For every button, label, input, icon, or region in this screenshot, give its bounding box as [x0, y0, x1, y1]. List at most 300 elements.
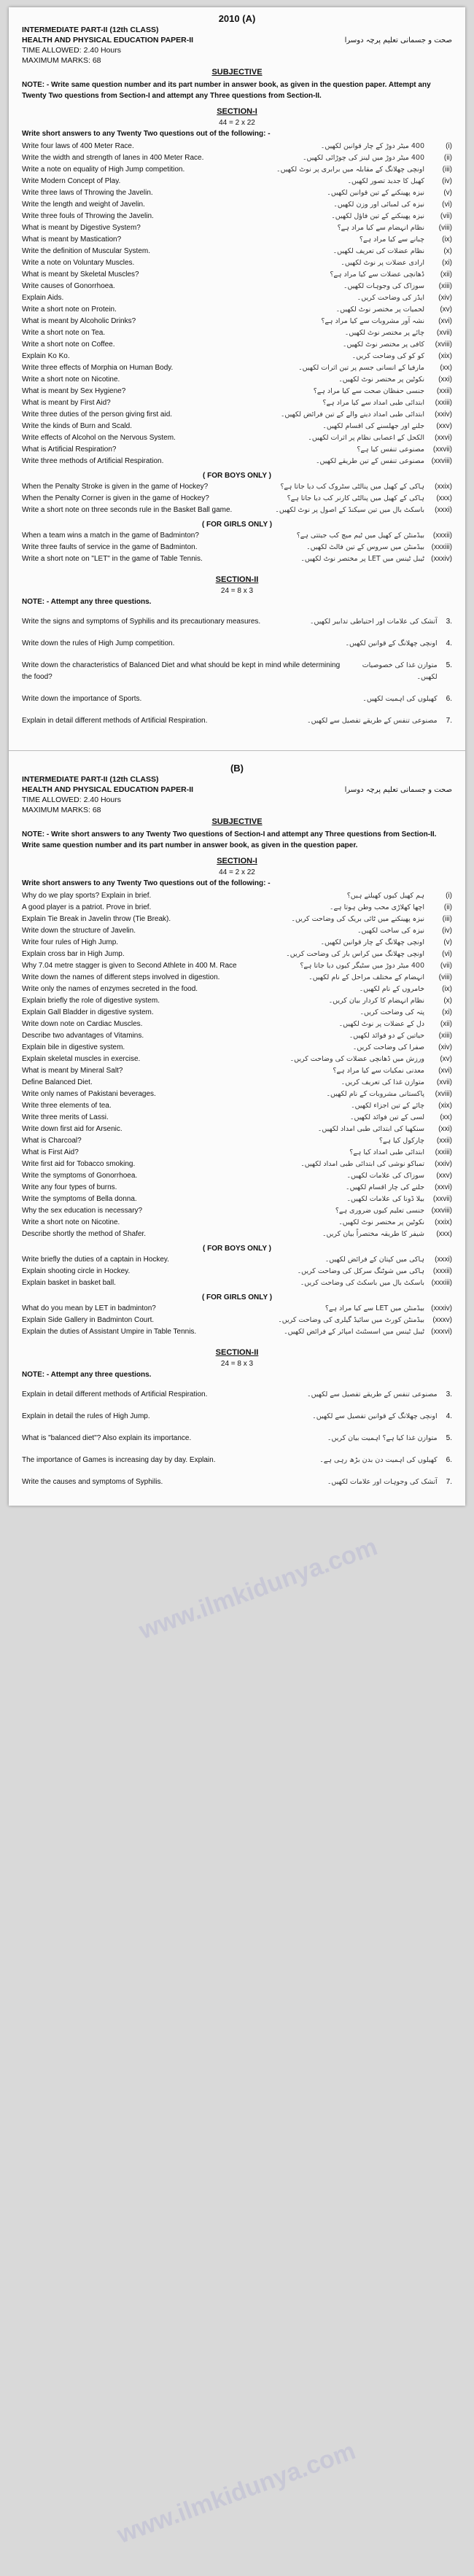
- question-number: (xxx): [436, 1230, 452, 1238]
- section-ii-note: NOTE: - Attempt any three questions.: [22, 598, 152, 606]
- question-text: What is Charcoal?: [22, 1137, 82, 1145]
- question-row: [22, 432, 452, 444]
- question-text-urdu: جلنے کی چار اقسام لکھیں۔: [346, 1183, 424, 1191]
- question-text-urdu: تمباکو نوشی کی ابتدائی طبی امداد لکھیں۔: [300, 1160, 424, 1168]
- question-text-urdu: سوزاک کی وجوہات لکھیں۔: [343, 282, 424, 290]
- long-question-text: What is "balanced diet"? Also explain its importance.: [22, 1434, 192, 1442]
- question-text-urdu: باسکٹ بال میں باسکٹ کی وضاحت کریں۔: [300, 1279, 424, 1287]
- long-question-text: Write down the characteristics of Balanced Diet and what should be kept in mind while determining the food?: [22, 661, 341, 681]
- question-text: Write three merits of Lassi.: [22, 1113, 109, 1121]
- question-number: (xi): [442, 1008, 452, 1016]
- question-number: (xxi): [438, 375, 452, 384]
- question-number: (xxiii): [435, 1148, 452, 1156]
- long-question-text: Explain in detail the rules of High Jump.: [22, 1412, 150, 1420]
- question-row: [22, 493, 452, 505]
- section-i-instruction: Write short answers to any Twenty Two questions out of the following: -: [22, 130, 271, 138]
- question-text: What is meant by First Aid?: [22, 399, 111, 407]
- question-number: (v): [443, 189, 452, 197]
- question-row: [22, 1065, 452, 1077]
- long-question-row: [22, 1411, 452, 1423]
- section-i-heading: SECTION-I: [217, 107, 257, 116]
- long-question-urdu: [310, 616, 438, 628]
- question-number: (v): [443, 938, 452, 946]
- question-number: (xvi): [438, 1067, 452, 1075]
- question-row: [22, 234, 452, 246]
- question-text: Explain Tie Break in Javelin throw (Tie Break).: [22, 915, 171, 923]
- question-text-urdu: باسکٹ بال میں تین سیکنڈ کے اصول پر نوٹ لکھیں۔: [275, 506, 424, 514]
- long-question-text: Write down the rules of High Jump competition.: [22, 639, 175, 647]
- question-row: [22, 1135, 452, 1147]
- long-question-text: Write the causes and symptoms of Syphilis.: [22, 1478, 163, 1486]
- question-text: Define Balanced Diet.: [22, 1078, 93, 1086]
- question-text-urdu: ابتدائی طبی امداد دینے والے کے تین فرائض لکھیں۔: [280, 410, 424, 419]
- question-text-urdu: بیلا ڈونا کی علامات لکھیں۔: [346, 1195, 424, 1203]
- question-number: (xxxii): [432, 1267, 452, 1275]
- question-text: Write first aid for Tobacco smoking.: [22, 1160, 136, 1168]
- question-row: [22, 542, 452, 553]
- question-number: (ii): [443, 903, 452, 911]
- question-number: (xxxiv): [431, 1304, 452, 1312]
- question-number: (xxxii): [432, 532, 452, 540]
- long-question-number: 7.: [446, 717, 452, 725]
- question-text: Write three laws of Throwing the Javelin.: [22, 189, 153, 197]
- question-text: Write three faults of service in the game of Badminton.: [22, 543, 198, 551]
- question-text-urdu: اچھا کھلاڑی محب وطن ہوتا ہے۔: [329, 903, 424, 911]
- question-text-urdu: ہم کھیل کیوں کھیلتے ہیں؟: [346, 892, 424, 900]
- question-number: (xxii): [436, 387, 452, 395]
- question-text: Write the definition of Muscular System.: [22, 247, 150, 255]
- question-row: [22, 339, 452, 351]
- question-number: (xxxiv): [431, 555, 452, 563]
- question-number: (xix): [438, 352, 452, 360]
- question-text: Write Modern Concept of Play.: [22, 177, 121, 185]
- time-allowed: TIME ALLOWED: 2.40 Hours: [22, 795, 121, 804]
- question-text: Write a short note on "LET" in the game of Table Tennis.: [22, 555, 203, 563]
- question-text-urdu: حیاتین کے دو فوائد لکھیں۔: [349, 1032, 424, 1040]
- question-number: (xiv): [438, 294, 452, 302]
- long-question-number: 7.: [446, 1478, 452, 1486]
- question-text: Write down first aid for Arsenic.: [22, 1125, 123, 1133]
- question-text-urdu: نیزہ کی ساخت لکھیں۔: [357, 927, 424, 935]
- question-row: [22, 362, 452, 374]
- question-text: What is First Aid?: [22, 1148, 79, 1156]
- question-text: Explain skeletal muscles in exercise.: [22, 1055, 141, 1063]
- question-number: (iv): [442, 177, 452, 185]
- question-row: [22, 351, 452, 362]
- question-row: [22, 316, 452, 327]
- header-row-marks: [22, 56, 452, 65]
- question-row: [22, 164, 452, 176]
- long-question-number: 6.: [446, 1456, 452, 1464]
- long-question-urdu: [312, 1411, 438, 1423]
- question-text: A good player is a patriot. Prove in brief.: [22, 903, 152, 911]
- question-text-urdu: 400 میٹر دوڑ کے چار قوانین لکھیں۔: [320, 142, 424, 150]
- question-number: (xxxiii): [431, 543, 452, 551]
- question-text-urdu: ایڈز کی وضاحت کریں۔: [357, 294, 424, 302]
- question-text-urdu: نظام انہضام سے کیا مراد ہے؟: [337, 224, 424, 232]
- long-question-urdu: [307, 715, 438, 727]
- question-text-urdu: کافی پر مختصر نوٹ لکھیں۔: [342, 341, 424, 349]
- long-question-text: Write down the importance of Sports.: [22, 695, 142, 703]
- long-question-urdu-text: کھیلوں کی اہمیت لکھیں۔: [362, 695, 438, 703]
- question-text-urdu: نیزہ پھینکنے کے تین فاؤل لکھیں۔: [331, 212, 424, 220]
- question-row: [22, 1254, 452, 1266]
- question-row: [22, 1229, 452, 1240]
- question-text: Explain Ko Ko.: [22, 352, 70, 360]
- question-number: (iv): [442, 927, 452, 935]
- question-row: [22, 222, 452, 234]
- question-number: (xiii): [438, 1032, 452, 1040]
- question-number: (xvii): [436, 1078, 452, 1086]
- question-row: [22, 246, 452, 257]
- question-text: What is meant by Sex Hygiene?: [22, 387, 126, 395]
- exam-year: 2010 (A): [218, 13, 256, 24]
- question-text: Write down the names of different steps involved in digestion.: [22, 973, 220, 981]
- question-text: Explain basket in basket ball.: [22, 1279, 116, 1287]
- question-text: Write three effects of Morphia on Human Body.: [22, 364, 174, 372]
- long-question-row: [22, 660, 452, 683]
- long-question-row: [22, 1476, 452, 1488]
- question-number: (iii): [442, 915, 452, 923]
- question-text-urdu: جنسی تعلیم کیوں ضروری ہے؟: [335, 1207, 424, 1215]
- long-question-row: [22, 1389, 452, 1401]
- question-text-urdu: مارفیا کے انسانی جسم پر تین اثرات لکھیں۔: [298, 364, 424, 372]
- paper-title-urdu: صحت و جسمانی تعلیم پرچہ دوسرا: [344, 785, 452, 794]
- question-number: (vi): [442, 201, 452, 209]
- question-text: What is Artificial Respiration?: [22, 445, 117, 454]
- question-row: [22, 386, 452, 397]
- question-text: Write a short note on Coffee.: [22, 341, 115, 349]
- question-text-urdu: سوزاک کی علامات لکھیں۔: [346, 1172, 424, 1180]
- question-text-urdu: نیزہ پھینکنے میں ٹائی بریک کی وضاحت کریں۔: [291, 915, 424, 923]
- question-number: (xxi): [438, 1125, 452, 1133]
- question-row: [22, 269, 452, 281]
- question-text-urdu: خامروں کے نام لکھیں۔: [359, 985, 424, 993]
- question-text-urdu: مصنوعی تنفس کے تین طریقے لکھیں۔: [315, 457, 424, 465]
- long-question-urdu: [347, 660, 437, 683]
- question-text-urdu: دل کے عضلات پر نوٹ لکھیں۔: [338, 1020, 424, 1028]
- spacer: [22, 565, 452, 569]
- question-text: What is meant by Alcoholic Drinks?: [22, 317, 136, 325]
- question-row: [22, 505, 452, 516]
- question-number: (xxiv): [435, 410, 452, 419]
- question-text-urdu: نظام عضلات کی تعریف لکھیں۔: [333, 247, 424, 255]
- question-text-urdu: ورزش میں ڈھانچی عضلات کی وضاحت کریں۔: [290, 1055, 424, 1063]
- question-number: (xxxi): [435, 1256, 452, 1264]
- question-text-urdu: لسی کے تین فوائد لکھیں۔: [349, 1113, 424, 1121]
- question-text: Write down note on Cardiac Muscles.: [22, 1020, 143, 1028]
- header-row-part: [22, 775, 452, 784]
- question-row: [22, 1100, 452, 1112]
- question-row: [22, 187, 452, 199]
- question-number: (vii): [440, 962, 452, 970]
- question-number: (ii): [443, 154, 452, 162]
- question-text: Write a short note on three seconds rule in the Basket Ball game.: [22, 506, 233, 514]
- question-row: [22, 1042, 452, 1054]
- section-ii-heading: SECTION-II: [215, 1348, 259, 1357]
- question-text-urdu: نیزہ کی لمبائی اور وزن لکھیں۔: [333, 201, 424, 209]
- question-text: Write causes of Gonorrhoea.: [22, 282, 115, 290]
- question-text: Explain briefly the role of digestive system.: [22, 997, 160, 1005]
- question-row: [22, 141, 452, 152]
- long-question-right: [307, 1389, 452, 1401]
- long-question-urdu-text: اونچی چھلانگ کے قوانین تفصیل سے لکھیں۔: [312, 1412, 438, 1420]
- paper-title: HEALTH AND PHYSICAL EDUCATION PAPER-II: [22, 785, 194, 794]
- question-row: [22, 397, 452, 409]
- question-number: (xv): [440, 1055, 452, 1063]
- question-row: [22, 1112, 452, 1124]
- question-text-urdu: ہاکی کے کھیل میں پنالٹی کارنر کب دیا جاتا ہے؟: [287, 494, 424, 502]
- long-question-right: [347, 660, 452, 683]
- question-text: Write four laws of 400 Meter Race.: [22, 142, 134, 150]
- question-text-urdu: صفرا کی وضاحت کریں۔: [352, 1043, 424, 1051]
- question-text: Write the symptoms of Gonorrhoea.: [22, 1172, 138, 1180]
- question-text-urdu: بیڈمنٹن میں سروس کے تین فالٹ لکھیں۔: [306, 543, 424, 551]
- long-question-right: [327, 1433, 452, 1444]
- question-text: Describe shortly the method of Shafer.: [22, 1230, 147, 1238]
- question-text-urdu: نیزہ پھینکنے کے تین قوانین لکھیں۔: [327, 189, 424, 197]
- question-text: Explain Side Gallery in Badminton Court.: [22, 1316, 155, 1324]
- question-text: Write the kinds of Burn and Scald.: [22, 422, 133, 430]
- long-question-urdu: [345, 638, 437, 650]
- question-text-urdu: معدنی نمکیات سے کیا مراد ہے؟: [333, 1067, 424, 1075]
- question-text-urdu: نظام انہضام کا کردار بیان کریں۔: [328, 997, 424, 1005]
- question-number: (iii): [442, 166, 452, 174]
- question-number: (xiii): [438, 282, 452, 290]
- question-row: [22, 1159, 452, 1170]
- question-number: (i): [446, 142, 452, 150]
- question-text-urdu: 400 میٹر دوڑ میں لینز کی چوڑائی لکھیں۔: [302, 154, 424, 162]
- long-question-urdu: [327, 1476, 438, 1488]
- question-number: (xxxiii): [431, 1279, 452, 1287]
- question-text-urdu: متوازن غذا کی تعریف کریں۔: [341, 1078, 424, 1086]
- question-text-urdu: بیڈمنٹن کے کھیل میں ٹیم میچ کب جیتتی ہے؟: [296, 532, 424, 540]
- question-number: (ix): [442, 985, 452, 993]
- spacer: [22, 1338, 452, 1342]
- paper-a: [9, 7, 465, 744]
- question-number: (vi): [442, 950, 452, 958]
- question-text-urdu: ٹیبل ٹینس میں LET پر مختصر نوٹ لکھیں۔: [300, 555, 424, 563]
- long-question-urdu-text: اونچی چھلانگ کے قوانین لکھیں۔: [345, 639, 438, 647]
- long-question-urdu: [307, 1389, 438, 1401]
- watermark: www.ilmkidunya.com: [135, 1533, 381, 1645]
- long-question-text: Explain in detail different methods of Artificial Respiration.: [22, 717, 208, 725]
- long-question-text: Explain in detail different methods of Artificial Respiration.: [22, 1390, 208, 1398]
- question-number: (i): [446, 892, 452, 900]
- question-row: [22, 914, 452, 925]
- section-i-heading: SECTION-I: [217, 857, 257, 865]
- question-row: [22, 960, 452, 972]
- exam-note: NOTE: - Write short answers to any Twenty Two questions of Section-I and attempt any Three questions from Section-II. Write same question number and its part number in answer book, as given in the question paper.: [22, 830, 437, 849]
- long-question-urdu-text: آتشک کی علامات اور احتیاطی تدابیر لکھیں۔: [309, 618, 438, 626]
- question-row: [22, 374, 452, 386]
- question-number: (xxviii): [431, 457, 452, 465]
- question-number: (xxvi): [435, 1183, 452, 1191]
- section-i-marks: 44 = 2 x 22: [219, 868, 255, 876]
- paper-divider: [9, 750, 465, 751]
- question-text: What is meant by Mastication?: [22, 236, 122, 244]
- question-number: (xxiii): [435, 399, 452, 407]
- long-question-text: The importance of Games is increasing day by day. Explain.: [22, 1456, 216, 1464]
- question-row: [22, 1217, 452, 1229]
- question-text-urdu: مصنوعی تنفس کیا ہے؟: [357, 445, 424, 454]
- section-ii-note: NOTE: - Attempt any three questions.: [22, 1371, 152, 1379]
- question-text-urdu: ڈھانچی عضلات سے کیا مراد ہے؟: [330, 271, 424, 279]
- question-row: [22, 1194, 452, 1205]
- question-text-urdu: اونچی چھلانگ کے مقابلہ میں برابری پر نوٹ لکھیں۔: [276, 166, 424, 174]
- question-text-urdu: چارکول کیا ہے؟: [378, 1137, 424, 1145]
- paper-title: HEALTH AND PHYSICAL EDUCATION PAPER-II: [22, 36, 194, 44]
- question-number: (xvi): [438, 317, 452, 325]
- long-question-urdu: [362, 693, 437, 705]
- header-row-part: [22, 26, 452, 34]
- long-question-number: 4.: [446, 639, 452, 647]
- question-text-urdu: جنسی حفظان صحت سے کیا مراد ہے؟: [313, 387, 424, 395]
- question-text: Write a note on equality of High Jump competition.: [22, 166, 185, 174]
- question-number: (xxix): [435, 1218, 452, 1226]
- question-number: (xii): [440, 271, 452, 279]
- question-text: Write a short note on Nicotine.: [22, 375, 120, 384]
- question-number: (xii): [440, 1020, 452, 1028]
- long-question-urdu: [327, 1433, 438, 1444]
- question-number: (xxx): [436, 494, 452, 502]
- long-question-right: [362, 693, 452, 705]
- question-row: [22, 281, 452, 292]
- long-question-number: 3.: [446, 1390, 452, 1398]
- question-number: (xx): [440, 1113, 452, 1121]
- girls-only-heading: ( FOR GIRLS ONLY ): [201, 521, 273, 529]
- question-row: [22, 1315, 452, 1326]
- question-text-urdu: ابتدائی طبی امداد سے کیا مراد ہے؟: [322, 399, 424, 407]
- long-question-right: [319, 1455, 452, 1466]
- question-text: Write a short note on Protein.: [22, 306, 117, 314]
- question-text: Write briefly the duties of a captain in Hockey.: [22, 1256, 169, 1264]
- long-question-number: 6.: [446, 695, 452, 703]
- long-question-row: [22, 715, 452, 727]
- question-row: [22, 292, 452, 304]
- question-text-urdu: اونچی چھلانگ کے چار قوانین لکھیں۔: [320, 938, 424, 946]
- long-question-urdu-text: کھیلوں کی اہمیت دن بدن بڑھ رہی ہے۔: [319, 1456, 438, 1464]
- long-question-row: [22, 616, 452, 628]
- question-row: [22, 456, 452, 467]
- long-question-number: 3.: [446, 618, 452, 626]
- question-text-urdu: کو کو کی وضاحت کریں۔: [351, 352, 424, 360]
- question-number: (xxvi): [435, 434, 452, 442]
- question-number: (viii): [438, 973, 452, 981]
- question-row: [22, 1303, 452, 1315]
- long-question-text: Write the signs and symptoms of Syphilis and its precautionary measures.: [22, 618, 261, 626]
- question-text: Write a short note on Nicotine.: [22, 1218, 120, 1226]
- question-row: [22, 304, 452, 316]
- question-text: Write four rules of High Jump.: [22, 938, 119, 946]
- question-number: (xxvii): [432, 1195, 452, 1203]
- question-row: [22, 1019, 452, 1030]
- question-row: [22, 553, 452, 565]
- boys-only-heading: ( FOR BOYS ONLY ): [203, 472, 271, 480]
- question-text: Write three duties of the person giving first aid.: [22, 410, 173, 419]
- question-row: [22, 890, 452, 902]
- long-question-right: [307, 715, 452, 727]
- question-text-urdu: پتہ کی وضاحت کریں۔: [360, 1008, 424, 1016]
- question-text-urdu: ہاکی میں شوٹنگ سرکل کی وضاحت کریں۔: [297, 1267, 424, 1275]
- question-text-urdu: سنکھیا کی ابتدائی طبی امداد لکھیں۔: [317, 1125, 424, 1133]
- question-text-urdu: چائے کے تین اجزاء لکھیں۔: [351, 1102, 424, 1110]
- question-number: (xx): [440, 364, 452, 372]
- question-text: Write only the names of enzymes secreted in the food.: [22, 985, 198, 993]
- question-row: [22, 1030, 452, 1042]
- question-row: [22, 176, 452, 187]
- question-text: Write the width and strength of lanes in 400 Meter Race.: [22, 154, 204, 162]
- long-question-urdu: [319, 1455, 437, 1466]
- question-text-urdu: الکحل کے اعصابی نظام پر اثرات لکھیں۔: [308, 434, 424, 442]
- question-row: [22, 327, 452, 339]
- watermark-bottom: www.ilmkidunya.com: [113, 2437, 360, 2549]
- exam-note: NOTE: - Write same question number and its part number in answer book, as given in the question paper. Attempt any Twenty Two questions from Section-I and attempt any Three questions from Section-II.: [22, 81, 431, 100]
- question-text-urdu: اونچی چھلانگ میں کراس بار کی وضاحت کریں۔: [286, 950, 424, 958]
- header-row-time: [22, 795, 452, 804]
- question-text-urdu: بیڈمنٹن میں LET سے کیا مراد ہے؟: [325, 1304, 424, 1312]
- question-text: Write only names of Pakistani beverages.: [22, 1090, 156, 1098]
- header-row-marks: [22, 806, 452, 814]
- question-row: [22, 937, 452, 949]
- question-row: [22, 1089, 452, 1100]
- question-text: Write three methods of Artificial Respiration.: [22, 457, 164, 465]
- question-number: (xv): [440, 306, 452, 314]
- section-ii-heading: SECTION-II: [215, 575, 259, 584]
- question-text-urdu: ابتدائی طبی امداد کیا ہے؟: [349, 1148, 424, 1156]
- question-text: Why 7.04 metre stagger is given to Second Athlete in 400 M. Race: [22, 962, 237, 970]
- question-text-urdu: 400 میٹر دوڑ میں سٹیگر کیوں دیا جاتا ہے؟: [300, 962, 424, 970]
- question-row: [22, 1205, 452, 1217]
- question-text-urdu: بیڈمنٹن کورٹ میں سائیڈ گیلری کی وضاحت کریں۔: [278, 1316, 424, 1324]
- question-text: When the Penalty Corner is given in the game of Hockey?: [22, 494, 209, 502]
- question-row: [22, 152, 452, 164]
- section-i-marks: 44 = 2 x 22: [219, 119, 255, 127]
- question-number: (xviii): [435, 1090, 452, 1098]
- question-text: Explain Gall Bladder in digestive system.: [22, 1008, 154, 1016]
- long-question-right: [345, 638, 452, 650]
- question-row: [22, 211, 452, 222]
- question-number: (xxv): [436, 422, 452, 430]
- question-row: [22, 1124, 452, 1135]
- exam-sheet: [9, 7, 465, 2549]
- long-question-row: [22, 1433, 452, 1444]
- question-number: (x): [443, 247, 452, 255]
- long-question-urdu-text: مصنوعی تنفس کے طریقے تفصیل سے لکھیں۔: [307, 1390, 438, 1398]
- question-row: [22, 1326, 452, 1338]
- question-text-urdu: چبانے سے کیا مراد ہے؟: [359, 236, 424, 244]
- question-number: (x): [443, 997, 452, 1005]
- question-text: Write any four types of burns.: [22, 1183, 117, 1191]
- question-text: Write a note on Voluntary Muscles.: [22, 259, 135, 267]
- question-text: Why do we play sports? Explain in brief.: [22, 892, 152, 900]
- subjective-heading: SUBJECTIVE: [211, 817, 263, 826]
- long-question-number: 5.: [446, 661, 452, 669]
- long-question-row: [22, 1455, 452, 1466]
- paper-b: [9, 757, 465, 1506]
- question-text: Explain bile in digestive system.: [22, 1043, 125, 1051]
- question-number: (xix): [438, 1102, 452, 1110]
- class-title: INTERMEDIATE PART-II (12th CLASS): [22, 26, 159, 34]
- question-number: (xxxv): [432, 1316, 452, 1324]
- section-i-instruction: Write short answers to any Twenty Two questions out of the following: -: [22, 879, 271, 887]
- question-number: (xxii): [436, 1137, 452, 1145]
- question-number: (viii): [438, 224, 452, 232]
- question-text-urdu: ٹیبل ٹینس میں اسسٹنٹ امپائر کے فرائض لکھیں۔: [284, 1328, 424, 1336]
- question-row: [22, 199, 452, 211]
- question-number: (xxviii): [431, 1207, 452, 1215]
- question-number: (xxxvi): [431, 1328, 452, 1336]
